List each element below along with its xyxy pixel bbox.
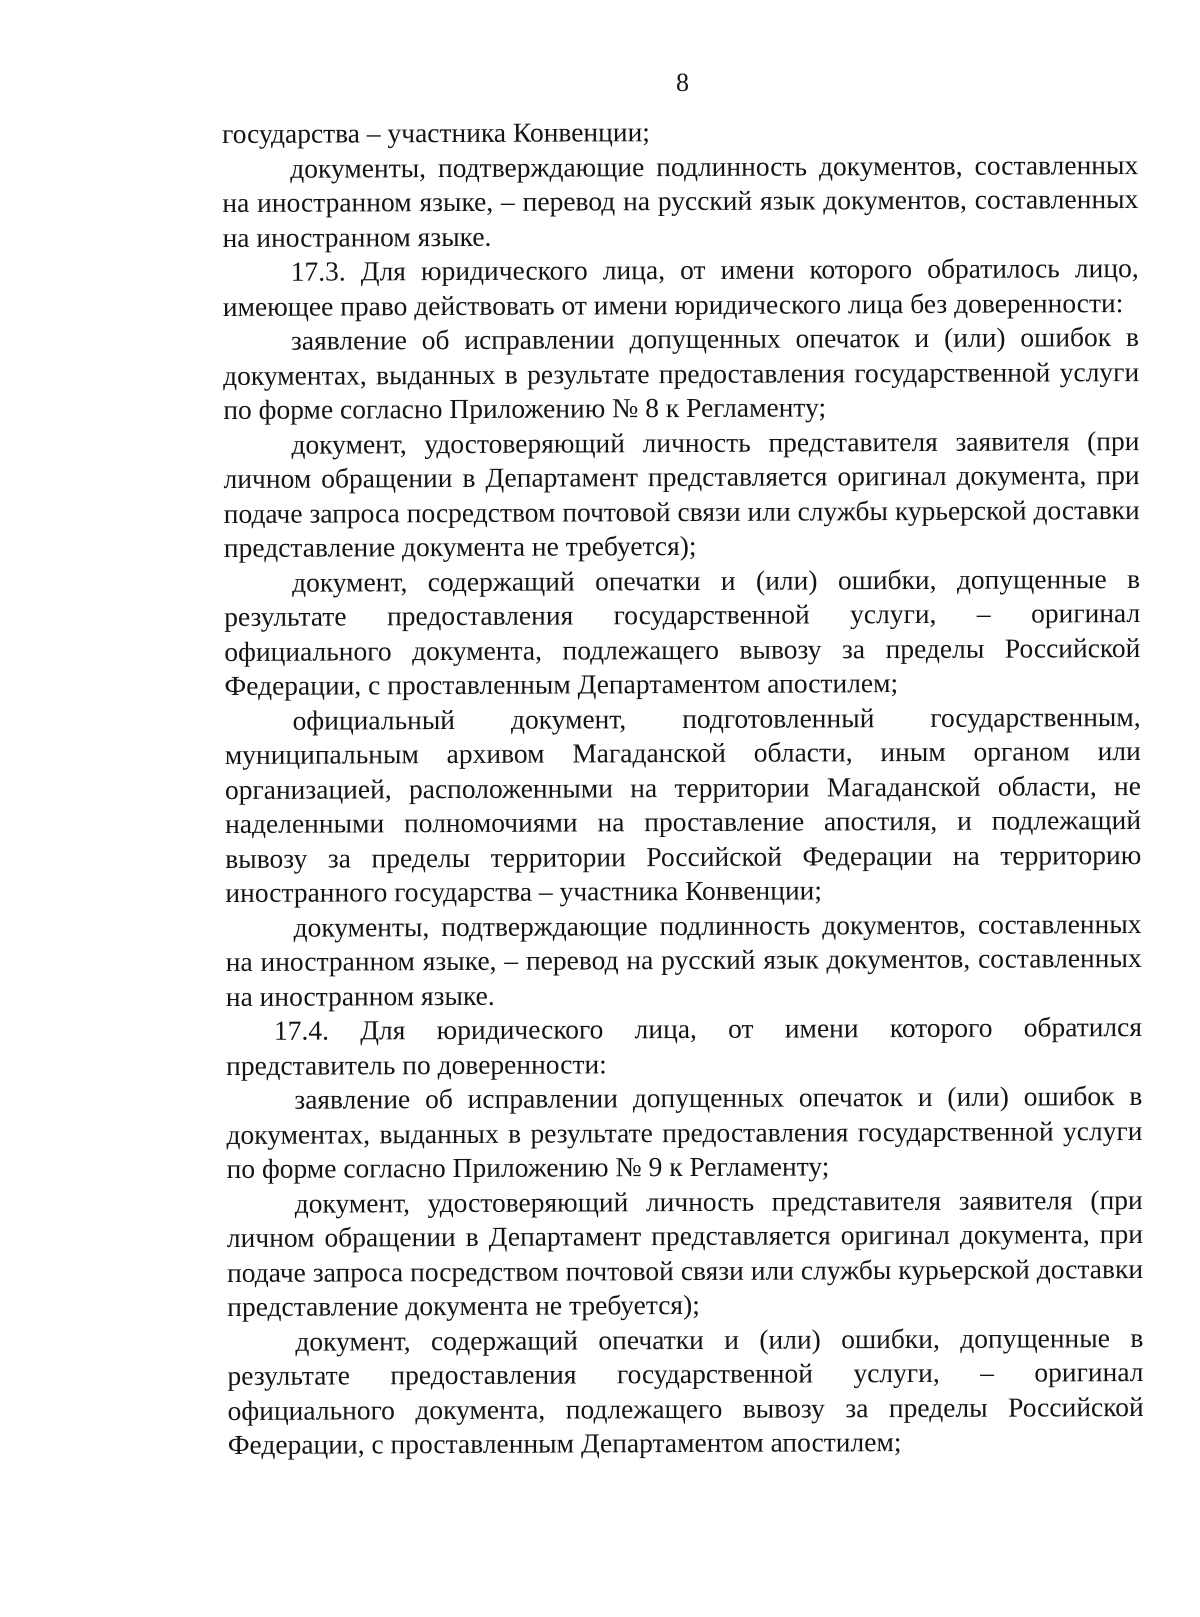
paragraph-erroneous-document-2: документ, содержащий опечатки и (или) ошибки, допущенные в результате предоставления государственной услуги, – оригинал официального документа, подлежащего вывозу за пределы Российской Федерации, с проставленным Департаментом апостилем;: [227, 1321, 1144, 1460]
paragraph-erroneous-document: документ, содержащий опечатки и (или) ошибки, допущенные в результате предоставления государственной услуги, – оригинал официального документа, подлежащего вывозу за пределы Российской Федерации, с проставленным Департаментом апостилем;: [224, 562, 1141, 701]
paragraph-official-document: официальный документ, подготовленный государственным, муниципальным архивом Магаданской области, иным органом или организацией, расположенными на территории Магаданской области, не наделенными полномочиями на проставление апостиля, и подлежащий вывозу за пределы территории Российской Федерации на территорию иностранного государства – участника Конвенции;: [224, 700, 1142, 908]
paragraph-identity-document-2: документ, удостоверяющий личность представителя заявителя (при личном обращении в Департамент представляется оригинал документа, при подаче запроса посредством почтовой связи или службы курьерской доставки представление документа не требуется);: [226, 1183, 1144, 1322]
paragraph-identity-document: документ, удостоверяющий личность представителя заявителя (при личном обращении в Департамент представляется оригинал документа, при подаче запроса посредством почтовой связи или службы курьерской доставки представление документа не требуется);: [223, 424, 1140, 563]
paragraph-authenticity-documents: документы, подтверждающие подлинность документов, составленных на иностранном языке, – перевод на русский язык документов, составленных на иностранном языке.: [222, 148, 1139, 253]
clause-17-3: 17.3. Для юридического лица, от имени которого обратилось лицо, имеющее право действовать от имени юридического лица без доверенности:: [222, 252, 1139, 322]
paragraph-authenticity-documents-2: документы, подтверждающие подлинность документов, составленных на иностранном языке, – перевод на русский язык документов, составленных на иностранном языке.: [225, 907, 1142, 1012]
clause-17-4: 17.4. Для юридического лица, от имени которого обратился представитель по доверенности:: [226, 1010, 1143, 1081]
paragraph-application-form-8: заявление об исправлении допущенных опечаток и (или) ошибок в документах, выданных в результате предоставления государственной услуги по форме согласно Приложению № 8 к Регламенту;: [223, 321, 1140, 425]
paragraph-continuation: государства – участника Конвенции;: [222, 116, 650, 149]
page-number: 8: [676, 68, 689, 97]
paragraph-application-form-9: заявление об исправлении допущенных опечаток и (или) ошибок в документах, выданных в результате предоставления государственной услуги по форме согласно Приложению № 9 к Регламенту;: [226, 1079, 1143, 1184]
document-body: [222, 113, 1144, 1462]
